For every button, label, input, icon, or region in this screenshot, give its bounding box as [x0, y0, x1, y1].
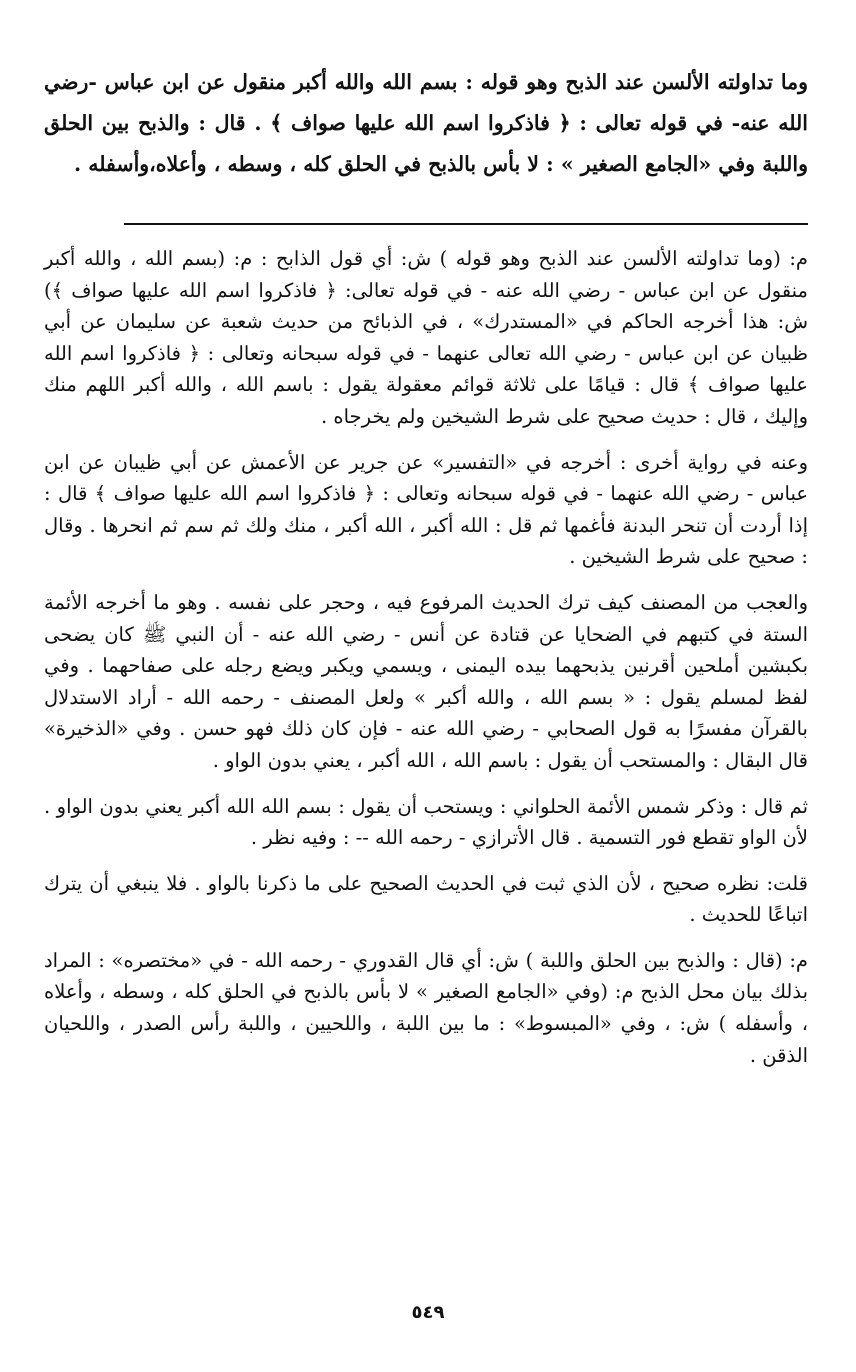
commentary-paragraph-1: م: (وما تداولته الألسن عند الذبح وهو قوله ) ش: أي قول الذابح : م: (بسم الله ، والله أكبر منقول عن ابن عباس - رضي الله عنه - في قوله تعالى: ﴿ فاذكروا اسم الله عليها صواف ﴾) ش: هذا أخرجه الحاكم في «المستدرك» ، في الذبائح من حديث شعبة عن سليمان عن أبي ظبيان عن ابن عباس - رضي الله تعالى عنهما - في قوله سبحانه وتعالى : ﴿ فاذكروا اسم الله عليها صواف ﴾ قال : قيامًا على ثلاثة قوائم معقولة يقول : باسم الله ، والله أكبر اللهم منك وإليك ، قال : حديث صحيح على شرط الشيخين ولم يخرجاه .	[44, 247, 808, 428]
main-paragraph: وما تداولته الألسن عند الذبح وهو قوله : بسم الله والله أكبر منقول عن ابن عباس -رضي الله عنه- في قوله تعالى : ﴿ فاذكروا اسم الله عليها صواف ﴾ . قال : والذبح بين الحلق واللبة وفي «الجامع الصغير » : لا بأس بالذبح في الحلق كله ، وسطه ، وأعلاه،وأسفله .	[44, 70, 808, 176]
commentary-paragraph-4: ثم قال : وذكر شمس الأئمة الحلواني : ويستحب أن يقول : بسم الله الله أكبر يعني بدون الواو . لأن الواو تقطع فور التسمية . قال الأترازي - رحمه الله -- : وفيه نظر .	[44, 794, 808, 850]
commentary-paragraph-6: م: (قال : والذبح بين الحلق واللبة ) ش: أي قال القدوري - رحمه الله - في «مختصره» : المراد بذلك بيان محل الذبح م: (وفي «الجامع الصغير » لا بأس بالذبح في الحلق كله ، وسطه ، وأعلاه ، وأسفله ) ش: ، وفي «المبسوط» : ما بين اللبة ، واللحيين ، واللبة رأس الصدر ، واللحيان الذقن .	[44, 948, 808, 1067]
page-number: ٥٤٩	[411, 1302, 445, 1323]
book-page	[44, 62, 808, 1372]
commentary-paragraph-2: وعنه في رواية أخرى : أخرجه في «التفسير» عن جرير عن الأعمش عن أبي ظيبان عن ابن عباس - رضي الله عنهما - في قوله سبحانه وتعالى : ﴿ فاذكروا اسم الله عليها صواف ﴾ قال : إذا أردت أن تنحر البدنة فأغمها ثم قل : الله أكبر ، الله أكبر ، منك ولك ثم سم ثم انحرها . وقال : صحيح على شرط الشيخين .	[44, 450, 808, 569]
commentary-paragraph-5: قلت: نظره صحيح ، لأن الذي ثبت في الحديث الصحيح على ما ذكرنا بالواو . فلا ينبغي أن يترك اتباعًا للحديث .	[44, 871, 808, 927]
commentary-paragraph-3: والعجب من المصنف كيف ترك الحديث المرفوع فيه ، وحجر على نفسه . وهو ما أخرجه الأئمة الستة في كتبهم في الضحايا عن قتادة عن أنس - رضي الله عنه - أن النبي ﷺ كان يضحى بكبشين أملحين أقرنين يذبحهما بيده اليمنى ، ويسمي ويكبر ويضع رجله على صفاحهما . وفي لفظ لمسلم يقول : « بسم الله ، والله أكبر » ولعل المصنف - رحمه الله - أراد الاستدلال بالقرآن مفسرًا به قول الصحابي - رضي الله عنه - فإن كان ذلك فهو حسن . وفي «الذخيرة» قال البقال : والمستحب أن يقول : باسم الله ، الله أكبر ، يعني بدون الواو .	[44, 590, 808, 772]
main-text	[44, 62, 808, 185]
commentary	[44, 243, 808, 1071]
separator-rule	[124, 223, 808, 225]
